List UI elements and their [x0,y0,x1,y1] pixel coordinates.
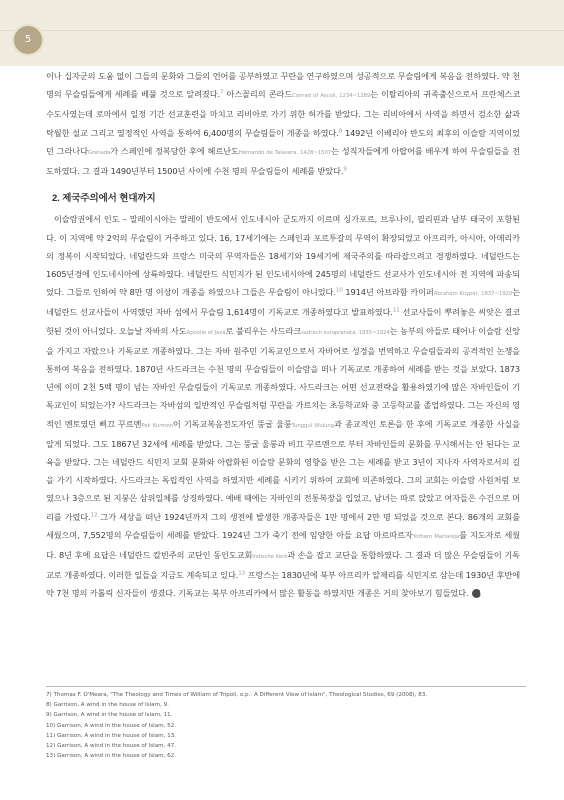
text-run: 는 이탈리아의 귀족출신으로서 프란체스코 수도사였는데 로마에서 일정 기간 선교훈련을 마치고 리비아로 가기 위한 허가를 받았다. 그는 리비아에서 사역을 하면서 검소한 삶과 탁월한 설교 그리고 열정적인 사역을 통하여 6,400명의 무슬림들이 개종을 하였다. [46,89,521,138]
gloss-annotation: sadrach surapranata, 1835~1924 [301,329,390,336]
footnote-ref: 7 [220,89,224,96]
text-run: 1914년 아브라함 카이퍼 [342,287,434,298]
text-run: 는 농부의 아들로 태어나 이슬람 신앙을 가지고 자랐으나 기독교로 개종하였다. 그는 자바 원주민 기독교인으로서 자바어로 성경을 번역하고 무슬림들과의 공격적인 논쟁을 통하여 복음을 전하였다. 1870년 사드라크는 수천 명의 무슬림들이 이슬람을 떠나 기독교로 개종하여 세례를 받는 것을 보았다. 1873년에 이미 2천 5백 명이 넘는 자바인 무슬림들이 기독교로 개종하였다. 사드라크는 어떤 선교전략을 활용하였기에 많은 자바인들이 기독교인이 되었는가? 사드라크는 자바섬의 일반적인 무슬림처럼 꾸란을 가르치는 초등학교와 중 고등학교를 졸업하였다. 그는 자신의 영적인 멘토였던 삐끄 꾸르멘 [46,325,520,429]
gloss-annotation: Pak Kurmen [141,422,173,429]
text-run: 이 기독교복음전도자인 뚱굴 울룽 [172,418,292,429]
header-band [0,0,564,66]
footnote-ref: 10 [335,287,343,294]
footnote-ref: 12 [90,511,98,518]
footnote: 9) Garrison, A wind in the house of Islam, 11. [46,712,173,719]
text-run: 과 손을 잡고 교단을 통합하였다. 그 결과 더 많은 무슬림들이 기독교로 개종하였다. 이러한 일들을 지금도 계속되고 있다. [46,550,520,581]
footnote-ref: 11 [392,307,400,314]
footnote-divider [46,686,526,687]
text-run: 선교사들이 뿌려놓은 씨앗은 결코 헛된 것이 아니었다. 오늘날 자바의 사도 [46,307,521,336]
text-run: 이나 십자군의 도움 없이 그들의 문화와 그들의 언어를 공부하였고 꾸란을 연구하였으며 성공적으로 무슬림에게 복음을 전하였다. 약 천 명의 무슬림들에게 세례를 베풀 것으로 알려졌다. [46,71,520,100]
text-run: 그가 세상을 떠난 1924년까지 그의 생전에 발생한 개종자들은 1만 명에서 2만 명 되었을 것으로 본다. 86개의 교회를 세웠으며, 7,552명의 무슬림들이 세례를 받았다. 1924년 그가 죽기 전에 임양한 아들 요답 마르따르자 [46,511,521,540]
footnote-ref: 13 [238,570,246,577]
text-run: 는 네덜란드 선교사들이 사역했던 자바 섬에서 무슬림 1,614명이 기독교로 개종하였다고 발표하였다. [46,287,520,318]
footnote: 13) Garrison, A wind in the house of Islam, 62. [46,753,177,760]
gloss-annotation: Indische Kerk [252,554,288,561]
gloss-annotation: Conrad of Ascoli, 1234~1289 [292,93,371,100]
gloss-annotation: Tunggul Wulung [291,422,334,429]
footnote-ref: 8 [338,127,343,134]
text-run: 를 지도자로 세웠다. 8년 후에 요답은 네덜란드 칼빈주의 교단인 동인도교회 [46,529,520,561]
text-run: 로 불리우는 사드라크 [225,325,302,336]
paragraph-section2 [46,210,520,602]
paragraph-section1 [46,67,520,180]
footnote-ref: 9 [343,166,347,173]
page-number-badge: 5 [14,26,42,54]
footnote: 12) Garrison, A wind in the house of Islam, 47. [46,743,177,750]
text-run: 이슬람권에서 인도 – 말레이시아는 말레이 반도에서 인도네시아 군도까지 이르며 싱가포르, 브루나이, 필리핀과 남부 태국이 포함된다. 이 지역에 약 2억의 무슬림이 거주하고 있다. 16, 17세기에는 스페인과 포르투갈의 무역이 확장되었고 아프리카, 아시아, 아메리카의 정복이 시작되었다. 네덜란드와 프랑스 미국의 무역자들은 18세기와 19세기에 제국주의를 따라잡으려고 경쟁하였다. 네덜란드는 1605년경에 인도네시아에 상륙하였다. 네덜란드 식민지가 된 인도네시아에 245명의 네덜란드 선교사가 인도네시아 전 지역에 파송되었다. 그들로 인하여 약 8만 명 이상이 개종을 하였으나 그들은 무슬림이 아니었다. [46,214,520,298]
end-of-article-icon: P [472,589,481,598]
text-run: 1492년 이베리아 반도의 최후의 이슬람 지역이었던 그라나다 [46,127,520,156]
gloss-annotation: Grenada [87,149,111,156]
text-run: 가 스페인에 정복당한 후에 헤르난도 [110,145,239,156]
footnote: 7) Thomas F. O'Meara, "The Theology and Times of William of Tripoli, o.p.: A Different View of Islam", Theological Studies, 69 (2008), 83. [46,692,428,698]
gloss-annotation: Yotham Martareja [412,533,460,540]
section-heading: 2. 제국주의에서 현대까지 [52,193,156,205]
gloss-annotation: Abraham Kuyper, 1837~1920 [433,291,513,298]
footnote: 10) Garrison, A wind in the house of Islam, 52. [46,722,177,729]
footnotes [46,690,526,761]
main-body [46,67,520,603]
footnote: 11) Garrison, A wind in the house of Islam, 13. [46,732,177,739]
gloss-annotation: Apostle of Java [186,329,226,336]
text-run: 아스꼴리의 콘라드 [223,89,293,100]
text-run: 프랑스는 1830년에 북부 아프리카 알제리를 식민지로 삼는데 1930년 후반에 약 7천 명의 카톨릭 신자들이 생겼다. 기독교는 북부 아프리카에서 많은 활동을 하였지만 개종은 거의 찾아보기 힘들었다. [46,570,521,599]
footnote: 8) Garrison, A wind in the house of Islam, 9. [46,702,169,709]
gloss-annotation: Hernando de Talavera, 1428~1507 [238,149,332,156]
text-run: 과 종교적인 토론을 한 후에 기독교로 개종한 사실을 알게 되었다. 그도 1867년 32세에 세례를 받았다. 그는 뚱굴 울룽과 비끄 꾸르멘으로 부터 자바인들의 문화를 무시해서는 안 된다는 교육을 받았다. 그는 네덜란드 식민지 교회 문화와 아랍화된 이슬람 문화의 영향을 받은 그는 세례를 받고 3년이 지나자 사역자로서의 길을 가기 시작하였다. 사드라크는 독립적인 사역을 하였지만 세례를 시키기 위하여 교회에 의존하였다. 그의 교회는 이슬람 사원처럼 보였으나 3층으로 된 지붕은 삼위일체를 상징하였다. 예배 때에는 자바인의 전통복장을 입었고, 남녀는 따로 앉았고 여자들은 수건으로 머리를 가렸다. [46,418,520,522]
text-run: 는 성직자들에게 아랍어를 배우게 하여 무슬림들을 전도하였다. 그 결과 1490년부터 1500년 사이에 수천 명의 무슬림들이 세례를 받았다. [46,145,520,177]
